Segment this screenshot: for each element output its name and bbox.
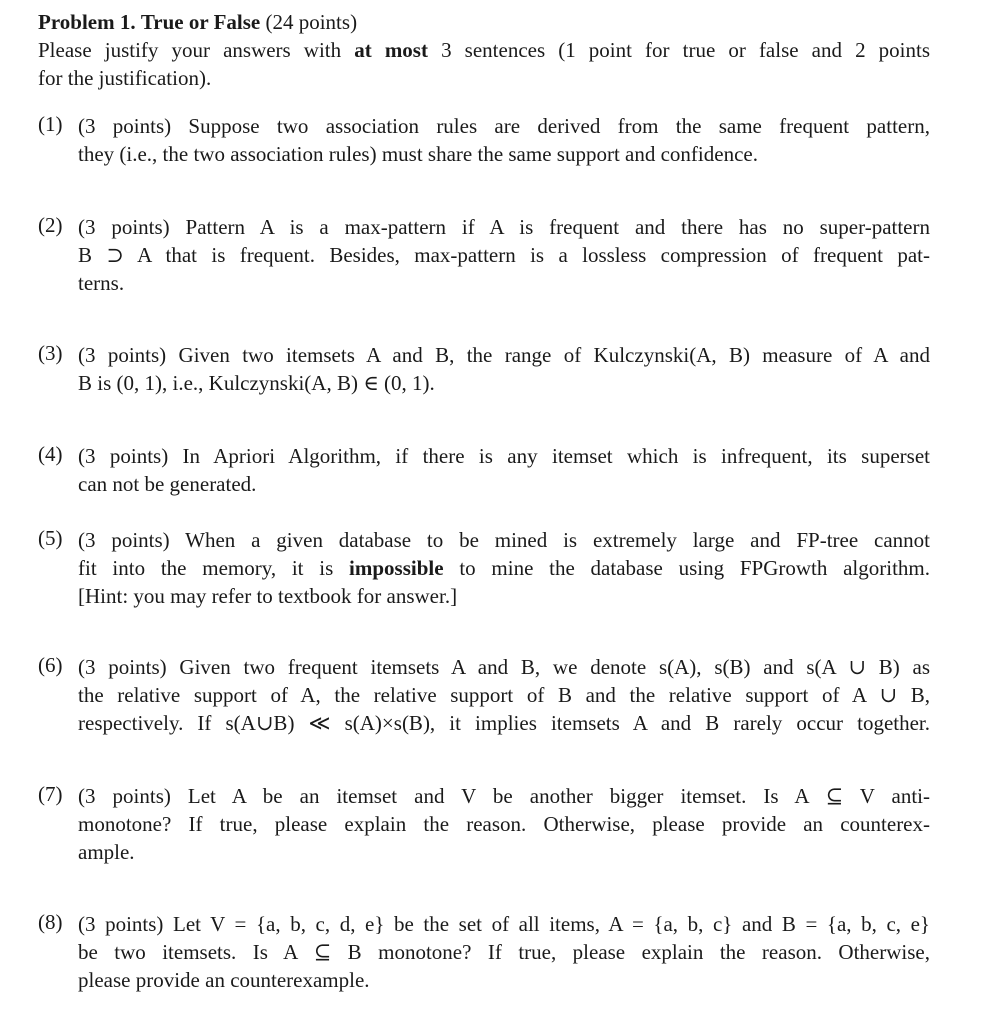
item-emphasis: impossible (349, 556, 444, 580)
item-text-line: (3 points) Let A be an itemset and V be another bigger itemset. Is A ⊆ V anti- (78, 784, 930, 808)
problem-page (38, 8, 931, 992)
problem-label: Problem 1. (38, 10, 136, 34)
item-text-segment: to mine the database using FPGrowth algorithm. (459, 556, 931, 580)
item-number: (6) (38, 653, 63, 677)
problem-points: (24 points) (265, 10, 358, 34)
problem-item-7 (38, 782, 930, 866)
item-text-line: please provide an counterexample. (78, 968, 370, 992)
item-text-line: (3 points) Let V = {a, b, c, d, e} be the set of all items, A = {a, b, c} and B = {a, b, c, e} (78, 912, 930, 936)
item-number: (2) (38, 213, 63, 237)
item-number: (5) (38, 526, 63, 550)
problem-item-6 (38, 653, 930, 737)
item-text-line: (3 points) Pattern A is a max-pattern if A is frequent and there has no super-pattern (78, 215, 930, 239)
item-text-line (78, 554, 930, 582)
item-number: (4) (38, 442, 63, 466)
item-text-line: be two itemsets. Is A ⊆ B monotone? If true, please explain the reason. Otherwise, (78, 940, 930, 964)
problem-title: True or False (140, 10, 261, 34)
item-number: (1) (38, 112, 63, 136)
problem-item-1 (38, 112, 930, 168)
item-text-line: [Hint: you may refer to textbook for answer.] (78, 584, 458, 608)
item-text-line: can not be generated. (78, 472, 257, 496)
item-text-line: monotone? If true, please explain the reason. Otherwise, please provide an counterex- (78, 812, 930, 836)
problem-item-3 (38, 341, 930, 397)
problem-item-4 (38, 442, 930, 498)
item-text-line: the relative support of A, the relative support of B and the relative support of A ∪ B, (78, 683, 930, 707)
item-number: (8) (38, 910, 63, 934)
intro-emphasis: at most (354, 38, 428, 62)
problem-item-2 (38, 213, 930, 297)
item-text-line: (3 points) When a given database to be mined is extremely large and FP-tree cannot (78, 528, 930, 552)
item-text-line: B is (0, 1), i.e., Kulczynski(A, B) ∈ (0, 1). (78, 371, 435, 395)
intro-lead: Please justify your answers with (38, 38, 342, 62)
item-text-line: (3 points) Given two frequent itemsets A and B, we denote s(A), s(B) and s(A ∪ B) as (78, 655, 930, 679)
item-text-line: respectively. If s(A∪B) ≪ s(A)×s(B), it implies itemsets A and B rarely occur together. (78, 711, 930, 735)
item-number: (3) (38, 341, 63, 365)
item-text-line: they (i.e., the two association rules) must share the same support and confidence. (78, 142, 758, 166)
problem-item-8 (38, 910, 930, 994)
item-number: (7) (38, 782, 63, 806)
item-text-line: terns. (78, 271, 125, 295)
intro-tail-line2: for the justification). (38, 66, 212, 90)
problem-item-5 (38, 526, 930, 610)
item-text-line: (3 points) Suppose two association rules are derived from the same frequent pattern, (78, 114, 930, 138)
item-text-line: (3 points) In Apriori Algorithm, if there is any itemset which is infrequent, its superset (78, 444, 930, 468)
item-text-segment: fit into the memory, it is (78, 556, 334, 580)
problem-instructions (38, 36, 930, 92)
item-text-line: B ⊃ A that is frequent. Besides, max-pattern is a lossless compression of frequent pat- (78, 243, 930, 267)
item-text-line: ample. (78, 840, 135, 864)
item-text-line: (3 points) Given two itemsets A and B, the range of Kulczynski(A, B) measure of A and (78, 343, 930, 367)
problem-heading (38, 8, 930, 36)
intro-tail-line1: 3 sentences (1 point for true or false and 2 points (441, 38, 931, 62)
